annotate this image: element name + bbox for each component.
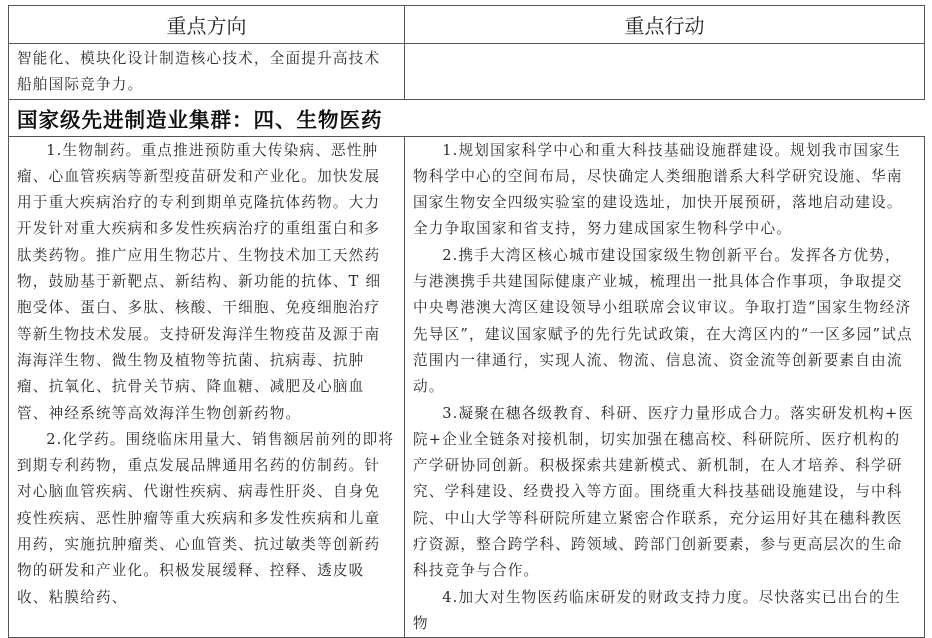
direction-item-chemical-drugs: 2.化学药。围绕临床用量大、销售额居前列的即将到期专利药物，重点发展品牌通用名药的仿制药。针对心脑血管疾病、代谢性疾病、病毒性肝炎、自身免疫性疾病、恶性肿瘤等重大疾病和多发性疾病和儿童用药，实施抗肿瘤类、心血管类、抗过敏类等创新药物的研发和产业化。积极发展缓释、控释、透皮吸收、粘膜给药、 <box>17 430 395 606</box>
content-row <box>9 136 925 638</box>
document-page <box>8 5 925 638</box>
action-item-2: 2.携手大湾区核心城市建设国家级生物创新平台。发挥各方优势，与港澳携手共建国际健康产业城，梳理出一批具体合作事项，争取提交中央粤港澳大湾区建设领导小组联席会议审议。争取打造“国家生物经济先导区”，建议国家赋予的先行先试政策，在大湾区内的“一区多园”试点范围内一律通行，实现人流、物流、信息流、资金流等创新要素自由流动。 <box>413 246 913 396</box>
header-key-action: 重点行动 <box>405 6 925 44</box>
header-key-direction: 重点方向 <box>9 6 405 44</box>
policy-table <box>8 5 925 638</box>
key-directions-cell <box>9 136 405 638</box>
continuation-action-cell <box>405 44 925 100</box>
direction-item-biopharma: 1.生物制药。重点推进预防重大传染病、恶性肿瘤、心血管疾病等新型疫苗研发和产业化。加快发展用于重大疾病治疗的专利到期单克隆抗体药物。大力开发针对重大疾病和多发性疾病治疗的重组蛋白和多肽类药物。推广应用生物芯片、生物技术加工天然药物，鼓励基于新靶点、新结构、新功能的抗体、T 细胞受体、蛋白、多肽、核酸、干细胞、免疫细胞治疗等新生物技术发展。支持研发海洋生物疫苗及源于南海海洋生物、微生物及植物等抗菌、抗病毒、抗肿瘤、抗氧化、抗骨关节病、降血糖、减肥及心脑血管、神经系统等高效海洋生物创新药物。 <box>17 141 382 422</box>
section-title: 国家级先进制造业集群：四、生物医药 <box>9 99 925 136</box>
key-actions-cell <box>405 136 925 638</box>
continuation-direction-cell <box>9 44 405 100</box>
action-item-4: 4.加大对生物医药临床研发的财政支持力度。尽快落实已出台的生物 <box>413 588 901 632</box>
table-header-row <box>9 6 925 44</box>
continuation-direction-text: 智能化、模块化设计制造核心技术，全面提升高技术船舶国际竞争力。 <box>17 50 381 94</box>
section-header-row <box>9 99 925 136</box>
action-item-3: 3.凝聚在穗各级教育、科研、医疗力量形成合力。落实研发机构+医院+企业全链条对接机制，切实加强在穗高校、科研院所、医疗机构的产学研协同创新。积极探索共建新模式、新机制，在人才培养、科学研究、学科建设、经费投入等方面。围绕重大科技基础设施建设，与中科院、中山大学等科研院所建立紧密合作联系，充分运用好其在穗科教医疗资源，整合跨学科、跨领域、跨部门创新要素，参与更高层次的生命科技竞争与合作。 <box>413 404 915 580</box>
continuation-row <box>9 44 925 100</box>
action-item-1: 1.规划国家科学中心和重大科技基础设施群建设。规划我市国家生物科学中心的空间布局，尽快确定人类细胞谱系大科学研究设施、华南国家生物安全四级实验室的建设选址，加快开展预研，落地启动建设。全力争取国家和省支持，努力建成国家生物科学中心。 <box>413 141 903 238</box>
